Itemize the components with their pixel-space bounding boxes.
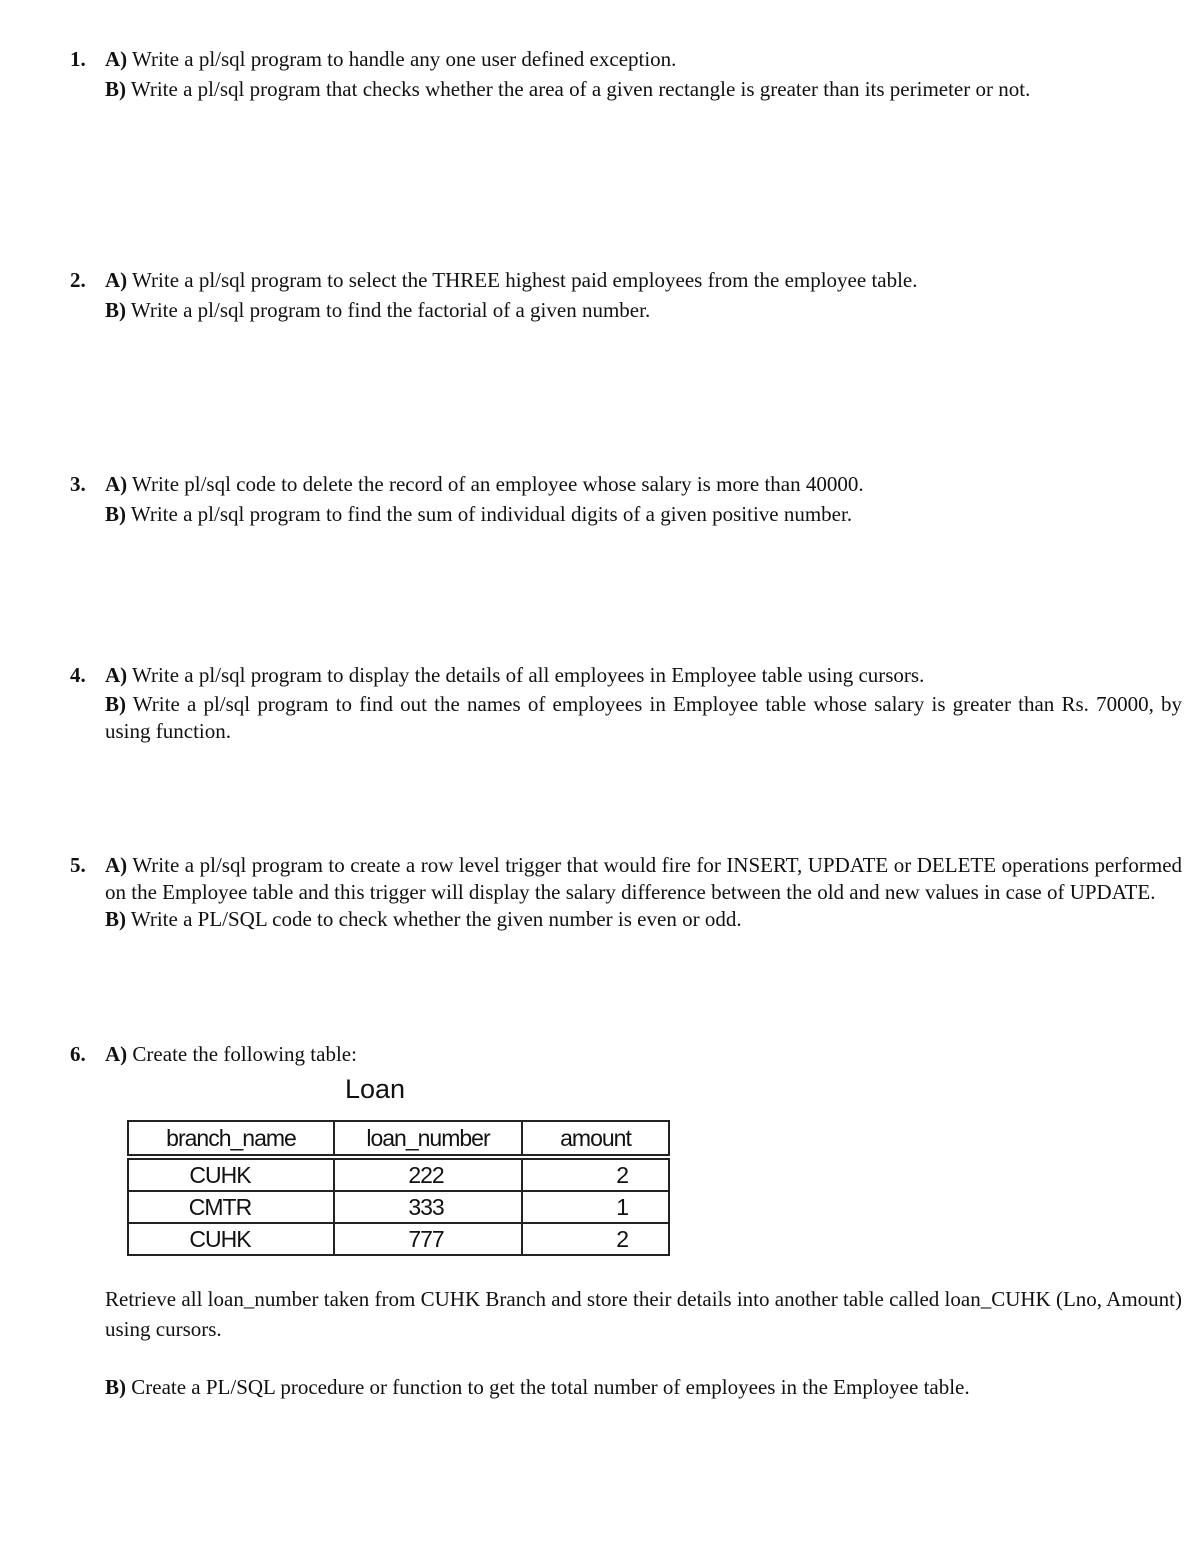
question-part-a	[105, 1041, 1182, 1068]
question-number: 1.	[70, 47, 86, 71]
question-number: 6.	[70, 1042, 86, 1066]
question-part-a	[105, 852, 1182, 906]
part-label: A)	[105, 663, 128, 687]
part-text: Write a pl/sql program to handle any one user defined exception.	[132, 47, 677, 71]
question-part-a	[105, 471, 1182, 498]
part-label: B)	[105, 298, 126, 322]
part-label: A)	[105, 1042, 128, 1066]
part-text: Write pl/sql code to delete the record of an employee whose salary is more than 40000.	[132, 472, 864, 496]
column-header-amount: amount	[522, 1121, 669, 1157]
cell-amount: 1	[522, 1191, 669, 1223]
question-1	[70, 46, 1182, 103]
question-5	[70, 852, 1182, 933]
question-3	[70, 471, 1182, 528]
question-part-a	[105, 662, 1182, 689]
question-part-b	[105, 691, 1182, 745]
question-part-a	[105, 46, 1182, 73]
part-text: Write a pl/sql program to find out the names of employees in Employee table whose salary is greater than Rs. 70000, by using function.	[105, 692, 1183, 743]
table-header-row	[128, 1121, 669, 1157]
table-row	[128, 1191, 669, 1223]
question-number: 3.	[70, 472, 86, 496]
part-label: B)	[105, 502, 126, 526]
cell-loan-number: 222	[334, 1157, 522, 1191]
question-number: 2.	[70, 268, 86, 292]
part-label: A)	[105, 472, 128, 496]
loan-table-title: Loan	[345, 1074, 406, 1104]
part-text: Create the following table:	[132, 1042, 357, 1066]
loan-table	[127, 1120, 670, 1256]
table-row	[128, 1157, 669, 1191]
part-text: Write a PL/SQL code to check whether the given number is even or odd.	[130, 907, 742, 931]
question-6	[70, 1041, 1182, 1068]
part-text: Write a pl/sql program to find the factorial of a given number.	[130, 298, 651, 322]
question-part-a	[105, 267, 1182, 294]
part-text: Write a pl/sql program to find the sum of individual digits of a given positive number.	[130, 502, 853, 526]
part-text: Write a pl/sql program that checks whether the area of a given rectangle is greater than its perimeter or not.	[130, 77, 1031, 101]
column-header-branch-name: branch_name	[128, 1121, 334, 1157]
cell-branch-name: CUHK	[128, 1223, 334, 1255]
question-4	[70, 662, 1182, 745]
part-text: Create a PL/SQL procedure or function to get the total number of employees in the Employee table.	[131, 1375, 970, 1399]
question-part-b	[105, 76, 1182, 103]
question-number: 4.	[70, 663, 86, 687]
cell-amount: 2	[522, 1223, 669, 1255]
table-row	[128, 1223, 669, 1255]
part-label: B)	[105, 692, 126, 716]
question-part-b	[105, 297, 1182, 324]
question-part-b	[105, 906, 1182, 933]
column-header-loan-number: loan_number	[334, 1121, 522, 1157]
question-2	[70, 267, 1182, 324]
part-label: A)	[105, 47, 128, 71]
part-label: B)	[105, 77, 126, 101]
part-text: Write a pl/sql program to display the details of all employees in Employee table using cursors.	[132, 663, 925, 687]
question-number: 5.	[70, 853, 86, 877]
part-text: Write a pl/sql program to create a row level trigger that would fire for INSERT, UPDATE or DELETE operations performed on the Employee table and this trigger will display the salary difference between the old and new values in case of UPDATE.	[105, 853, 1183, 904]
cell-branch-name: CUHK	[128, 1157, 334, 1191]
part-label: B)	[105, 1375, 126, 1399]
q6-followup-text: Retrieve all loan_number taken from CUHK Branch and store their details into another table called loan_CUHK (Lno, Amount) using cursors.	[105, 1287, 1182, 1341]
question-part-b	[105, 501, 1182, 528]
part-text: Write a pl/sql program to select the THREE highest paid employees from the employee table.	[132, 268, 918, 292]
part-label: A)	[105, 268, 128, 292]
cell-loan-number: 333	[334, 1191, 522, 1223]
part-label: B)	[105, 907, 126, 931]
cell-amount: 2	[522, 1157, 669, 1191]
cell-branch-name: CMTR	[128, 1191, 334, 1223]
cell-loan-number: 777	[334, 1223, 522, 1255]
q6-part-b	[105, 1372, 1182, 1402]
part-label: A)	[105, 853, 128, 877]
